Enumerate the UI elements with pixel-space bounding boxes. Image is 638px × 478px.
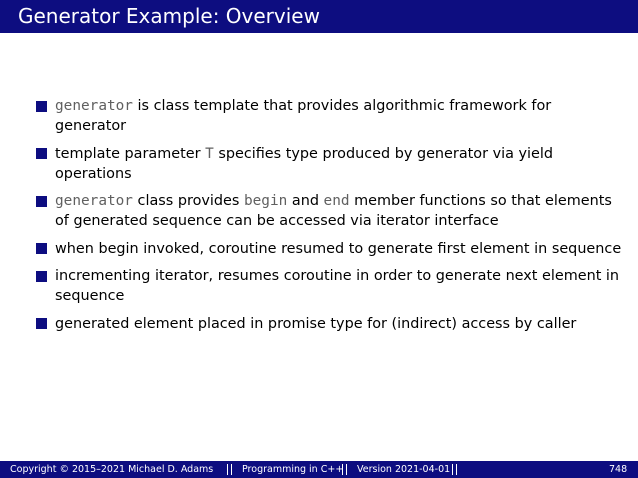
square-bullet-icon <box>36 271 47 282</box>
footer-separator <box>452 464 457 475</box>
code-term: end <box>323 193 350 209</box>
bullet-item <box>36 239 626 259</box>
footer-copyright: Copyright © 2015–2021 Michael D. Adams <box>10 464 214 475</box>
bullet-text: class provides <box>132 193 244 209</box>
footer-version: Version 2021-04-01 <box>357 464 451 475</box>
footer-bar <box>0 461 638 478</box>
code-term: T <box>205 145 214 162</box>
bullet-item <box>36 314 626 334</box>
footer-page-number: 748 <box>609 464 628 475</box>
code-term: begin <box>243 193 288 209</box>
bullet-text: generated element placed in promise type for (indirect) access by caller <box>55 315 577 332</box>
code-term: generator <box>55 98 133 114</box>
square-bullet-icon <box>36 148 47 159</box>
footer-separator <box>342 464 347 475</box>
square-bullet-icon <box>36 318 47 329</box>
square-bullet-icon <box>36 101 47 112</box>
square-bullet-icon <box>36 243 47 254</box>
bullet-text: and <box>287 193 324 209</box>
footer-separator <box>227 464 232 475</box>
title-bar <box>0 0 638 33</box>
bullet-text: incrementing iterator, resumes coroutine in order to generate next element in sequence <box>55 268 620 304</box>
bullet-item <box>36 144 626 184</box>
bullet-text: is class template that provides algorithmic framework for generator <box>55 98 552 134</box>
bullet-item <box>36 266 626 306</box>
footer-course: Programming in C++ <box>242 464 344 475</box>
bullet-text: specifies type produced by generator via yield operations <box>55 145 553 182</box>
slide-title: Generator Example: Overview <box>18 4 320 28</box>
code-term: generator <box>55 193 133 209</box>
bullet-item <box>36 96 626 136</box>
bullet-text: template parameter <box>55 145 206 162</box>
square-bullet-icon <box>36 196 47 207</box>
bullet-list <box>36 96 626 341</box>
bullet-item <box>36 191 626 231</box>
bullet-text: when begin invoked, coroutine resumed to generate first element in sequence <box>55 240 622 257</box>
bullet-text: member functions so that elements of generated sequence can be accessed via iterator interface <box>55 193 612 229</box>
